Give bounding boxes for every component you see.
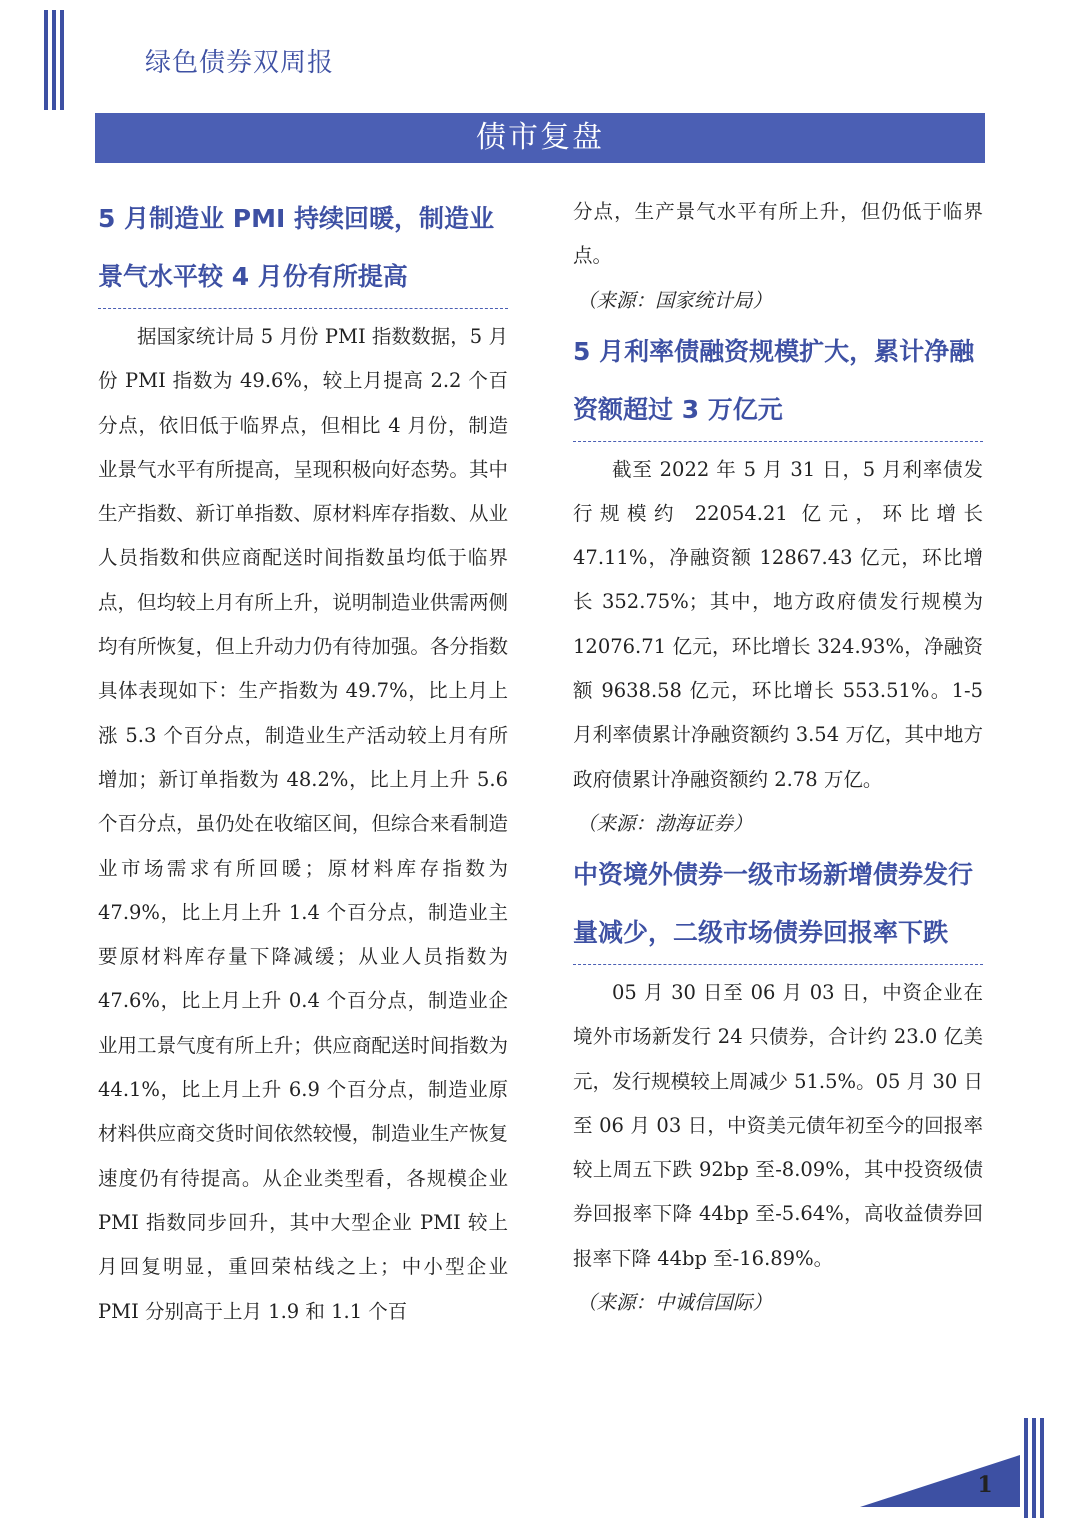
article-headline-rate-bonds: 5 月利率债融资规模扩大，累计净融资额超过 3 万亿元 — [573, 336, 975, 424]
article-body-offshore-bonds: 05 月 30 日至 06 月 03 日，中资企业在境外市场新发行 24 只债券，合计约 23.0 亿美元，发行规模较上周减少 51.5%。05 月 30 日至 06 月 03 日，中资美元债年初至今的回报率较上周五下跌 92bp 至-8.09%，其中投资级债券回报率下降 44bp 至-5.64%，高收益债券回报率下降 44bp 至-16.89%。 — [573, 980, 983, 1270]
journal-title: 绿色债券双周报 — [145, 48, 335, 78]
section-banner: 债市复盘 — [95, 113, 985, 163]
article-source-offshore-bonds: （来源：中诚信国际） — [577, 1291, 773, 1315]
article-headline-offshore-bonds: 中资境外债券一级市场新增债券发行量减少，二级市场债券回报率下跌 — [573, 859, 974, 947]
decorative-bars-top — [44, 10, 64, 110]
left-column — [98, 190, 508, 1334]
headline-divider — [98, 308, 508, 309]
headline-divider — [573, 441, 983, 442]
decorative-bars-bottom — [1024, 1418, 1044, 1518]
article-source-rate-bonds: （来源：渤海证券） — [577, 811, 753, 835]
article-headline-pmi: 5 月制造业 PMI 持续回暖，制造业景气水平较 4 月份有所提高 — [98, 204, 495, 291]
article-body-pmi: 据国家统计局 5 月份 PMI 指数数据，5 月份 PMI 指数为 49.6%，较上月提高 2.2 个百分点，依旧低于临界点，但相比 4 月份，制造业景气水平有所提高，呈现积极向好态势。其中生产指数、新订单指数、原材料库存指数、从业人员指数和供应商配送时间指数虽均低于临界点，但均较上月有所上升，说明制造业供需两侧均有所恢复，但上升动力仍有待加强。各分指数具体表现如下：生产指数为 49.7%，比上月上涨 5.3 个百分点，制造业生产活动较上月有所增加；新订单指数为 48.2%，比上月上升 5.6 个百分点，虽仍处在收缩区间，但综合来看制造业市场需求有所回暖；原材料库存指数为 47.9%，比上月上升 1.4 个百分点，制造业主要原材料库存量下降减缓；从业人员指数为 47.6%，比上月上升 0.4 个百分点，制造业企业用工景气度有所上升；供应商配送时间指数为 44.1%，比上月上升 6.9 个百分点，制造业原材料供应商交货时间依然较慢，制造业生产恢复速度仍有待提高。从企业类型看，各规模企业 PMI 指数同步回升，其中大型企业 PMI 较上月回复明显，重回荣枯线之上；中小型企业 PMI 分别高于上月 1.9 和 1.1 个百 — [98, 325, 508, 1323]
article-source-pmi: （来源：国家统计局） — [577, 288, 773, 312]
headline-divider — [573, 964, 983, 965]
page-number: 1 — [977, 1472, 993, 1498]
article-body-pmi-continued: 分点，生产景气水平有所上升，但仍低于临界点。 — [573, 200, 983, 268]
article-body-rate-bonds: 截至 2022 年 5 月 31 日，5 月利率债发行规模约 22054.21 亿元，环比增长 47.11%，净融资额 12867.43 亿元，环比增长 352.75%；其中，地方政府债发行规模为 12076.71 亿元，环比增长 324.93%，净融资额 9638.58 亿元，环比增长 553.51%。1-5 月利率债累计净融资额约 3.54 万亿，其中地方政府债累计净融资额约 2.78 万亿。 — [573, 457, 983, 791]
right-column — [573, 190, 983, 1325]
